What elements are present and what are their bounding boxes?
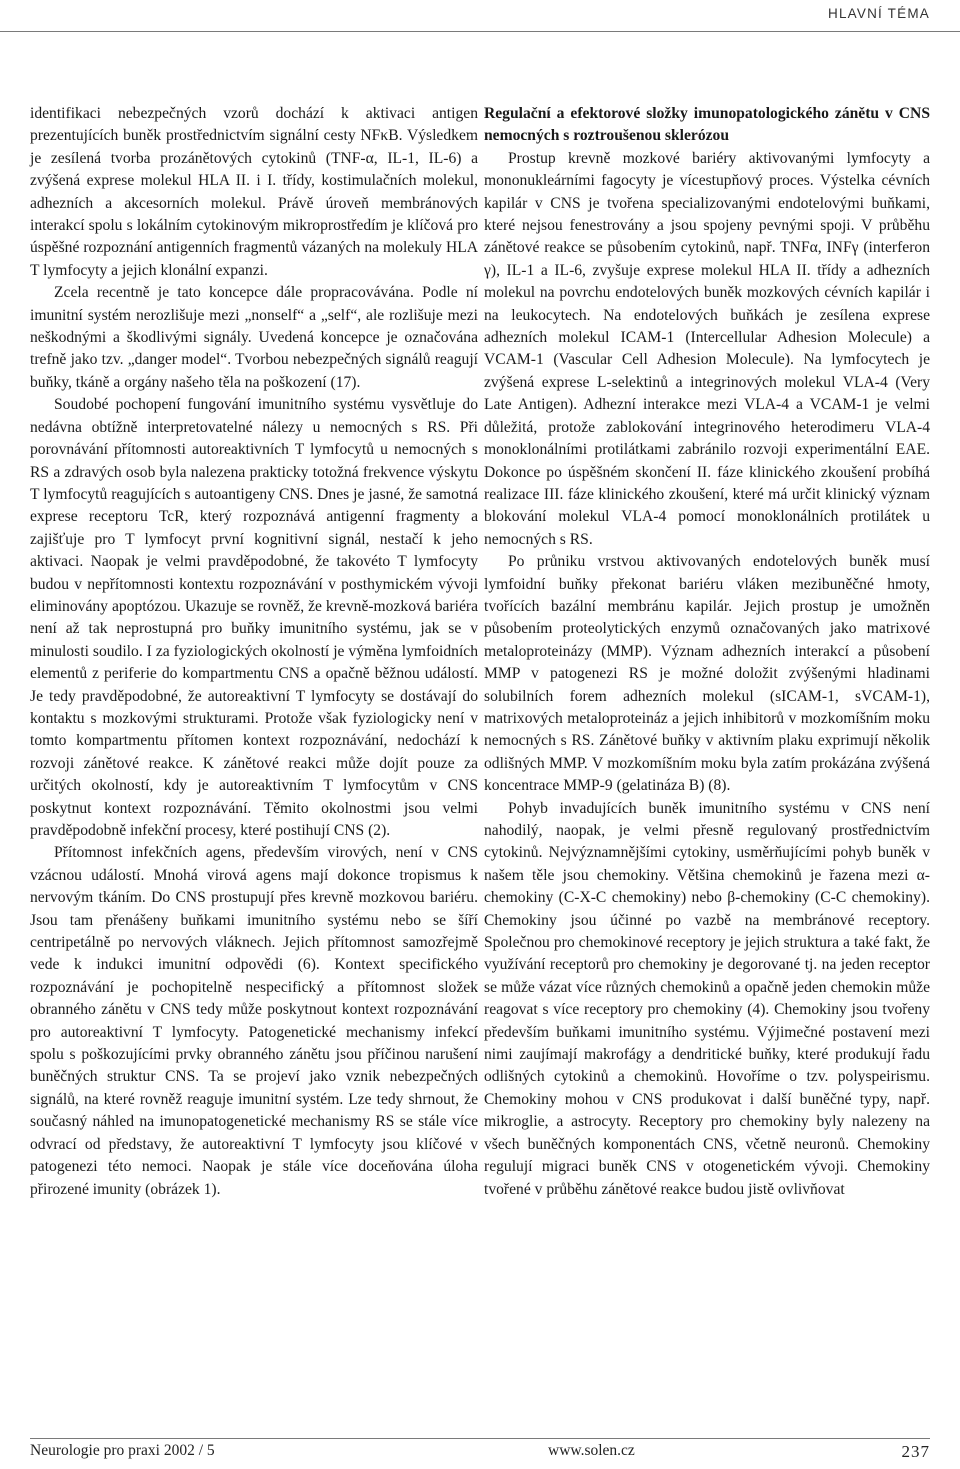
right-paragraph-3: Pohyb invadujících buněk imunitního systému v CNS není nahodilý, naopak, je velmi přesně regulovaný prostřednictvím cytokinů. Nejvýznamnějšími cytokiny, usměrňujícími pohyb buněk v našem těle jsou chemokiny. Většina chemokinů je řazena mezi α-chemokiny (C-X-C chemokiny) nebo β-chemokiny (C-C chemokiny). Chemokiny jsou účinné po vazbě na membránové receptory. Společnou pro chemokinové receptory je jejich struktura a také fakt, že využívání receptorů pro chemokiny je degorované tj. na jeden receptor se může vázat více různých chemokinů a opačně jeden chemokin může reagovat s více receptory pro chemokiny (4). Chemokiny jsou tvořeny především buňkami imunitního systému. Výjimečné postavení mezi nimi zaujímají makrofágy a dendritické buňky, které produkují řadu odlišných cytokinů a chemokinů. Hovoříme o tzv. polyspeirismu. Chemokiny mohou v CNS produkovat i další buněčné typy, např. mikroglie, a astrocyty. Receptory pro chemokiny byly nalezeny na všech buněčných komponentách CNS, včetně neuronů. Chemokiny regulují migraci buněk CNS v otogenetickém vývoji. Chemokiny tvořené v průběhu zánětové reakce budou jistě ovlivňovat: [484, 799, 930, 1198]
section-subheading: Regulační a efektorové složky imunopatologického zánětu v CNS nemocných s roztroušenou sklerózou: [484, 105, 930, 145]
left-column: [30, 103, 478, 1201]
header-rule: [0, 31, 960, 32]
journal-name: Neurologie pro praxi 2002 / 5: [30, 1442, 215, 1459]
left-paragraph-4: Přítomnost infekčních agens, především virových, není v CNS vzácnou událostí. Mnohá virová agens mají dokonce tropismus k nervovým tkáním. Do CNS prostupují přes krevně mozkovou bariéru. Jsou tam přenášeny buňkami imunitního systému nebo se šíří centripetálně po nervových vláknech. Jejich přítomnost samozřejmě vede k indukci imunitní odpovědi (6). Kontext specifického rozpoznávání je pochopitelně nespecifický a přítomnost složek obranného zánětu v CNS tedy může poskytnout kontext rozpoznávání pro autoreaktivní T lymfocyty. Patogenetické mechanismy infekcí spolu s poškozujícími prvky obranného zánětu jsou příčinou narušení buněčných struktur CNS. Ta se projeví jako vznik nebezpečných signálů, na které rovněž reaguje imunitní systém. Lze tedy shrnout, že současný náhled na imunopatogenetické mechanismy RS se stále více odvrací od představy, že autoreaktivní T lymfocyty jsou klíčové v patogenezi této nemoci. Naopak je stále více doceňována úloha přirozené imunity (obrázek 1).: [30, 844, 478, 1198]
left-paragraph-3: Soudobé pochopení fungování imunitního systému vysvětluje do nedávna obtížně interpretovatelné nálezy u nemocných s RS. Při porovnávání přítomnosti autoreaktivních T lymfocytů u nemocných s RS a zdravých osob byla nalezena prakticky totožná frekvence výskytu T lymfocytů reagujících s autoantigeny CNS. Dnes je jasné, že samotná exprese receptoru TcR, který rozpoznává antigenní fragmenty a zajišťuje pro T lymfocyt první kognitivní signál, nestačí k jeho aktivaci. Naopak je velmi pravděpodobné, že takovéto T lymfocyty budou v nepřítomnosti kontextu rozpoznávání v posthymickém vývoji eliminovány apoptózou. Ukazuje se rovněž, že krevně-mozková bariéra není až tak neprostupná pro buňky imunitního systému, jak se v minulosti soudilo. I za fyziologických okolností je výměna lymfoidních elementů z periferie do kompartmentu CNS a opačně běžnou událostí. Je tedy pravděpodobné, že autoreaktivní T lymfocyty se dostávají do kontaktu s mozkovými strukturami. Protože však fyziologicky není v tomto kompartmentu přítomen kontext rozpoznávání, nedochází k rozvoji zánětové reakce. K zánětové reakci může dojít pouze za určitých okolností, kdy je autoreaktivním T lymfocytům v CNS poskytnut kontext rozpoznávání. Těmito okolnostmi jsou velmi pravděpodobně infekční procesy, které postihují CNS (2).: [30, 396, 478, 839]
left-paragraph-2: Zcela recentně je tato koncepce dále propracovávána. Podle ní imunitní systém nerozlišuje mezi „nonself“ a „self“, ale rozlišuje mezi neškodnými a škodlivými signály. Uvedená koncepce je označována trefně jako tzv. „danger model“. Tvorbou nebezpečných signálů reagují buňky, tkáně a orgány našeho těla na poškození (17).: [30, 284, 478, 391]
running-header: [0, 0, 960, 32]
website-link[interactable]: www.solen.cz: [548, 1442, 635, 1459]
page-number: 237: [901, 1442, 930, 1461]
footer-rule: [30, 1438, 930, 1439]
right-paragraph-2: Po průniku vrstvou aktivovaných endotelových buněk musí lymfoidní buňky překonat bariéru vláken mezibuněčné hmoty, tvořících bazální membránu kapilár. Jejich prostup je umožněn působením proteolytických enzymů označovaných jako matrixové metaloproteinázy (MMP). Význam adhezních interakcí a působení MMP v patogenezi RS je možné doložit zvýšenými hladinami solubilních forem adhezních molekul (sICAM-1, sVCAM-1), matrixových metaloproteináz a jejich inhibitorů v mozkomíšním moku nemocných s RS. Zánětové buňky v aktivním plaku exprimují několik odlišných MMP. V mozkomíšním moku byla zatím prokázána zvýšená koncentrace MMP-9 (gelatináza B) (8).: [484, 553, 930, 795]
left-paragraph-1: identifikaci nebezpečných vzorů dochází k aktivaci antigen prezentujících buněk prostřednictvím signální cesty NFκB. Výsledkem je zesílená tvorba prozánětových cytokinů (TNF-α, IL-1, IL-6) a zvýšená exprese molekul HLA II. i I. třídy, kostimulačních molekul, adhezních a akcesorních molekul. Právě úroveň membránových interakcí spolu s lokálním cytokinovým mikroprostředím je klíčová pro úspěšné rozpoznání antigenních fragmentů vázaných na molekuly HLA T lymfocyty a jejich klonální expanzi.: [30, 105, 478, 279]
section-tag: HLAVNÍ TÉMA: [828, 6, 930, 21]
right-column: [484, 103, 930, 1201]
right-paragraph-1: Prostup krevně mozkové bariéry aktivovanými lymfocyty a mononukleárními fagocyty je vícestupňový proces. Výstelka cévních kapilár v CNS je tvořena specializovanými endotelovými buňkami, které nejsou fenestrovány a jsou spojeny pevnými spoji. V průběhu zánětové reakce se působením cytokinů, např. TNFα, INFγ (interferon γ), IL-1 a IL-6, zvyšuje exprese molekul HLA II. třídy a adhezních molekul na povrchu endotelových buněk mozkových cévních kapilár i na leukocytech. Na endotelových buňkách je zesílena exprese adhezních molekul ICAM-1 (Intercellular Adhesion Molecule) a VCAM-1 (Vascular Cell Adhesion Molecule). Na lymfocytech je zvýšená exprese L-selektinů a integrinových molekul VLA-4 (Very Late Antigen). Adhezní interakce mezi VLA-4 a VCAM-1 je velmi důležitá, protože zablokování integrinového heterodimeru VLA-4 monoklonálními protilátkami zabránilo rozvoji experimentální EAE. Dokonce po úspěšném skončení II. fáze klinického zkoušení probíhá realizace III. fáze klinického zkoušení, které má určit klinický význam blokování molekul VLA-4 pomocí monoklonálních protilátek u nemocných s RS.: [484, 149, 930, 548]
